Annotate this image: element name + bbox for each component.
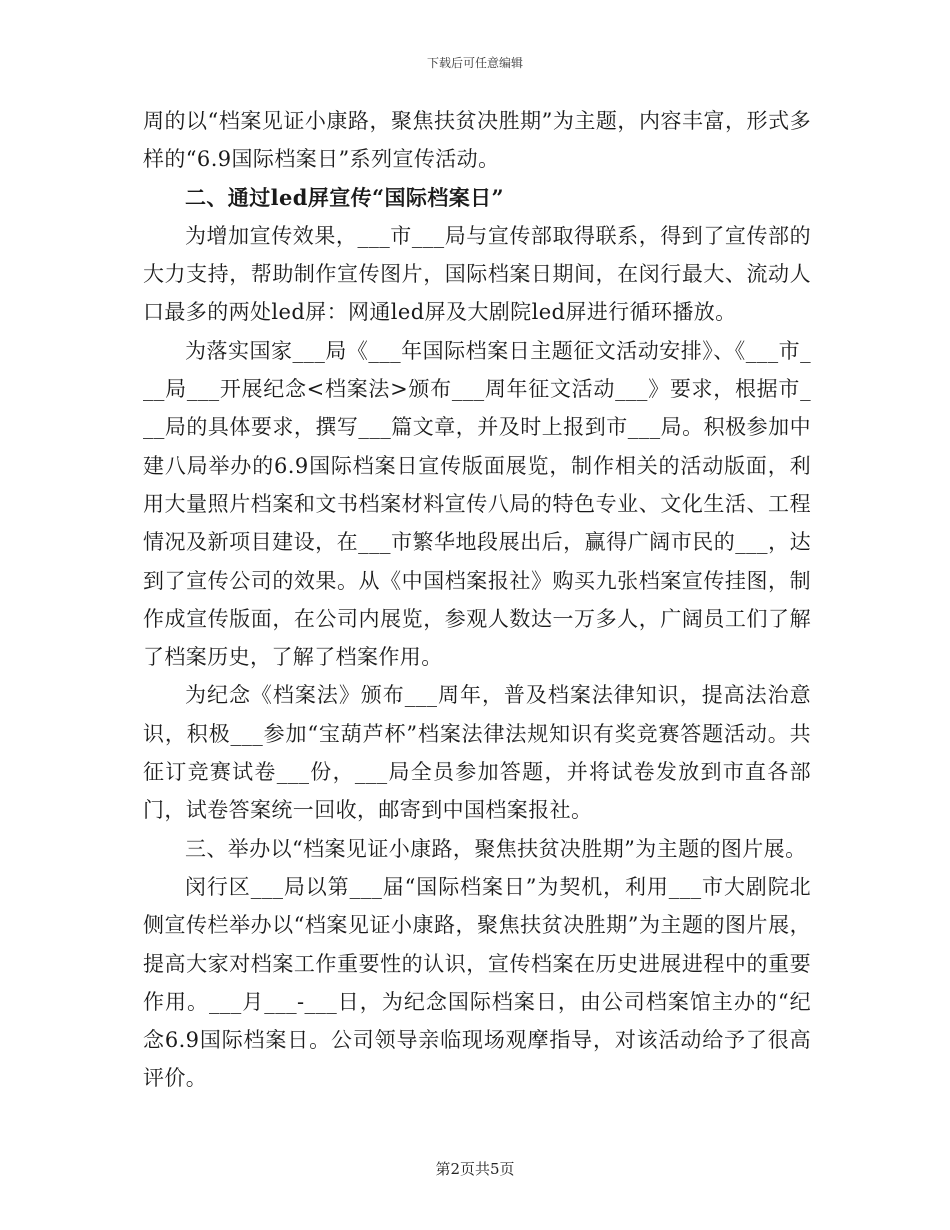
paragraph-continuation: 周的以“档案见证小康路，聚焦扶贫决胜期”为主题，内容丰富，形式多样的“6.9国际档案日”系列宣传活动。 bbox=[143, 109, 811, 172]
paragraph-law-contest: 为纪念《档案法》颁布___周年，普及档案法律知识，提高法治意识，积极___参加“宝葫芦杯”档案法律法规知识有奖竞赛答题活动。共征订竞赛试卷___份，___局全员参加答题，并将试卷发放到市直各部门，试卷答案统一回收，邮寄到中国档案报社。 bbox=[143, 683, 811, 823]
page-number-footer: 第2页共5页 bbox=[435, 1160, 515, 1178]
section-heading-led-screen: 二、通过led屏宣传“国际档案日” bbox=[185, 184, 504, 210]
document-body bbox=[143, 102, 811, 1098]
section-heading-photo-exhibition: 三、举办以“档案见证小康路，聚焦扶贫决胜期”为主题的图片展。 bbox=[185, 836, 807, 861]
page-header-note: 下载后可任意编辑 bbox=[426, 56, 523, 70]
paragraph-photo-exhibition: 闵行区___局以第___届“国际档案日”为契机，利用___市大剧院北侧宣传栏举办以“档案见证小康路，聚焦扶贫决胜期”为主题的图片展，提高大家对档案工作重要性的认识，宣传档案在历史进展进程中的重要作用。___月___-___日，为纪念国际档案日，由公司档案馆主办的“纪念6.9国际档案日。公司领导亲临现场观摩指导，对该活动给予了很高评价。 bbox=[143, 874, 811, 1091]
paragraph-led-publicity: 为增加宣传效果，___市___局与宣传部取得联系，得到了宣传部的大力支持，帮助制作宣传图片，国际档案日期间，在闵行最大、流动人口最多的两处led屏：网通led屏及大剧院led屏进行循环播放。 bbox=[143, 223, 811, 325]
paragraph-essay-activity: 为落实国家___局《___年国际档案日主题征文活动安排》、《___市___局___开展纪念<档案法>颁布___周年征文活动___》要求，根据市___局的具体要求，撰写___篇文章，并及时上报到市___局。积极参加中建八局举办的6.9国际档案日宣传版面展览，制作相关的活动版面，利用大量照片档案和文书档案材料宣传八局的特色专业、文化生活、工程情况及新项目建设，在___市繁华地段展出后，赢得广阔市民的___，达到了宣传公司的效果。从《中国档案报社》购买九张档案宣传挂图，制作成宣传版面，在公司内展览，参观人数达一万多人，广阔员工们了解了档案历史，了解了档案作用。 bbox=[143, 338, 811, 670]
